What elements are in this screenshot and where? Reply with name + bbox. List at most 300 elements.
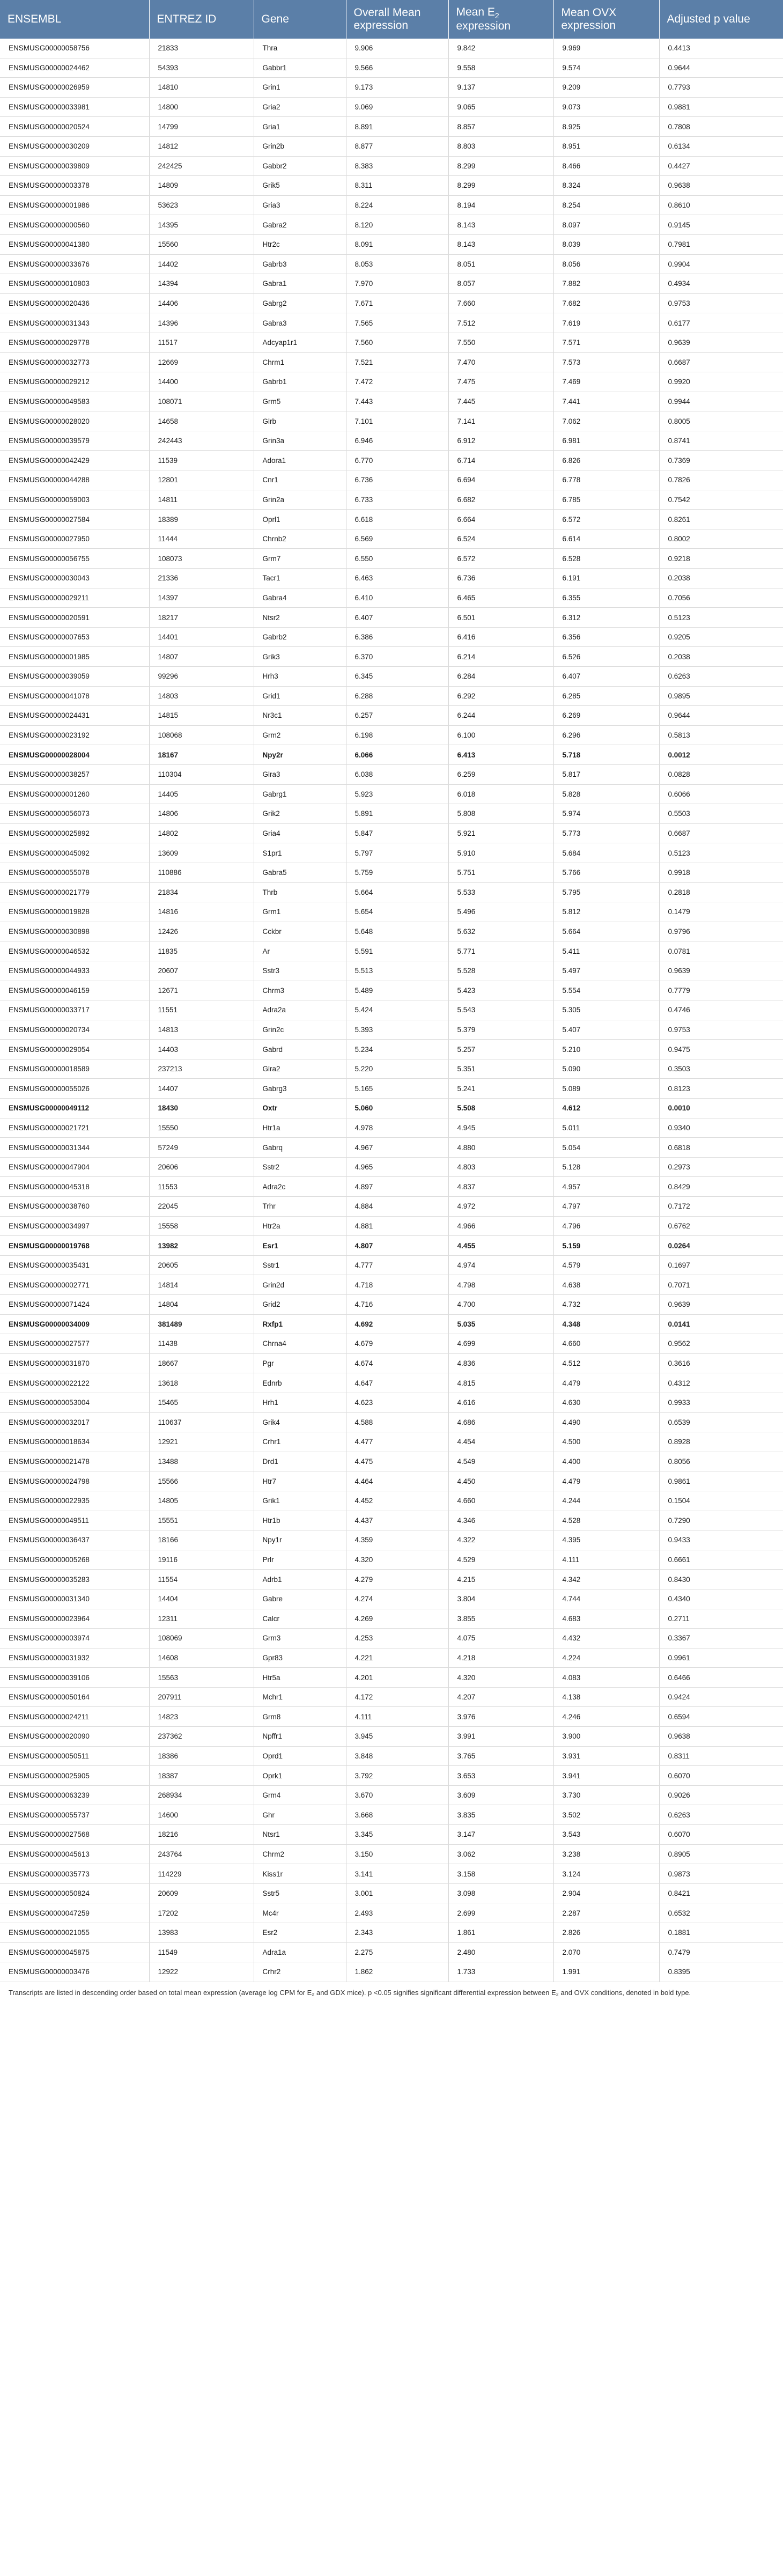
- table-row: [0, 234, 783, 254]
- cell-adjusted-p: 0.5123: [659, 608, 783, 628]
- cell-mean-ovx: 4.342: [553, 1570, 659, 1589]
- cell-gene: Grik2: [254, 804, 346, 824]
- cell-entrez-id: 114229: [149, 1864, 254, 1884]
- cell-mean-e2: 4.215: [448, 1570, 553, 1589]
- cell-overall-mean: 2.343: [346, 1923, 448, 1943]
- cell-adjusted-p: 0.7479: [659, 1942, 783, 1962]
- cell-mean-ovx: 5.128: [553, 1157, 659, 1177]
- cell-ensembl: ENSMUSG00000029211: [0, 588, 149, 608]
- cell-adjusted-p: 0.8261: [659, 510, 783, 529]
- cell-entrez-id: 14401: [149, 627, 254, 647]
- cell-adjusted-p: 0.9639: [659, 333, 783, 352]
- cell-gene: Pgr: [254, 1353, 346, 1373]
- cell-gene: Crhr2: [254, 1962, 346, 1982]
- cell-adjusted-p: 0.9904: [659, 254, 783, 274]
- cell-mean-ovx: 4.479: [553, 1471, 659, 1491]
- cell-gene: Htr1b: [254, 1511, 346, 1530]
- cell-ensembl: ENSMUSG00000028004: [0, 745, 149, 765]
- cell-ensembl: ENSMUSG00000055737: [0, 1805, 149, 1825]
- cell-entrez-id: 15465: [149, 1393, 254, 1412]
- cell-gene: Adra2a: [254, 1000, 346, 1020]
- table-row: [0, 823, 783, 843]
- table-row: [0, 1216, 783, 1236]
- cell-mean-e2: 7.445: [448, 392, 553, 411]
- cell-entrez-id: 110637: [149, 1412, 254, 1432]
- cell-entrez-id: 11554: [149, 1570, 254, 1589]
- cell-entrez-id: 14608: [149, 1648, 254, 1668]
- cell-entrez-id: 14406: [149, 293, 254, 313]
- cell-adjusted-p: 0.4934: [659, 274, 783, 294]
- cell-mean-e2: 5.533: [448, 882, 553, 902]
- cell-adjusted-p: 0.9644: [659, 58, 783, 78]
- cell-gene: Esr2: [254, 1923, 346, 1943]
- cell-ensembl: ENSMUSG00000026959: [0, 78, 149, 98]
- cell-mean-e2: 5.910: [448, 843, 553, 863]
- table-row: [0, 1746, 783, 1766]
- cell-overall-mean: 5.424: [346, 1000, 448, 1020]
- cell-adjusted-p: 0.9433: [659, 1530, 783, 1550]
- cell-entrez-id: 18387: [149, 1766, 254, 1786]
- cell-entrez-id: 108071: [149, 392, 254, 411]
- cell-overall-mean: 8.891: [346, 117, 448, 137]
- cell-adjusted-p: 0.6263: [659, 667, 783, 687]
- cell-overall-mean: 6.386: [346, 627, 448, 647]
- table-row: [0, 667, 783, 687]
- cell-gene: Gabrg1: [254, 784, 346, 804]
- cell-ensembl: ENSMUSG00000031932: [0, 1648, 149, 1668]
- cell-gene: Grik5: [254, 176, 346, 196]
- cell-adjusted-p: 0.8610: [659, 195, 783, 215]
- cell-mean-ovx: 7.062: [553, 411, 659, 431]
- cell-mean-ovx: 4.224: [553, 1648, 659, 1668]
- cell-mean-ovx: 4.395: [553, 1530, 659, 1550]
- cell-overall-mean: 4.807: [346, 1236, 448, 1256]
- cell-ensembl: ENSMUSG00000039579: [0, 431, 149, 451]
- table-row: [0, 97, 783, 117]
- cell-mean-e2: 6.214: [448, 647, 553, 667]
- cell-overall-mean: 4.777: [346, 1255, 448, 1275]
- table-row: [0, 961, 783, 981]
- cell-entrez-id: 14405: [149, 784, 254, 804]
- cell-gene: Oprd1: [254, 1746, 346, 1766]
- cell-overall-mean: 6.569: [346, 529, 448, 549]
- cell-ensembl: ENSMUSG00000038760: [0, 1197, 149, 1217]
- cell-mean-ovx: 5.305: [553, 1000, 659, 1020]
- cell-mean-e2: 8.143: [448, 234, 553, 254]
- cell-mean-e2: 7.512: [448, 313, 553, 333]
- cell-gene: Grik4: [254, 1412, 346, 1432]
- cell-overall-mean: 4.967: [346, 1138, 448, 1158]
- table-row: [0, 686, 783, 706]
- cell-adjusted-p: 0.8056: [659, 1452, 783, 1471]
- cell-ensembl: ENSMUSG00000049583: [0, 392, 149, 411]
- cell-mean-e2: 4.815: [448, 1373, 553, 1393]
- table-row: [0, 39, 783, 58]
- cell-entrez-id: 242425: [149, 156, 254, 176]
- cell-overall-mean: 6.618: [346, 510, 448, 529]
- cell-entrez-id: 207911: [149, 1687, 254, 1707]
- cell-gene: Gabrd: [254, 1040, 346, 1059]
- cell-ensembl: ENSMUSG00000030043: [0, 569, 149, 588]
- cell-mean-e2: 3.765: [448, 1746, 553, 1766]
- cell-adjusted-p: 0.9861: [659, 1471, 783, 1491]
- cell-mean-ovx: 7.571: [553, 333, 659, 352]
- cell-mean-ovx: 4.500: [553, 1432, 659, 1452]
- cell-gene: Trhr: [254, 1197, 346, 1217]
- cell-overall-mean: 4.359: [346, 1530, 448, 1550]
- cell-mean-e2: 5.351: [448, 1059, 553, 1079]
- cell-mean-ovx: 3.124: [553, 1864, 659, 1884]
- table-row: [0, 764, 783, 784]
- cell-gene: Grm8: [254, 1707, 346, 1727]
- cell-mean-e2: 3.835: [448, 1805, 553, 1825]
- cell-mean-ovx: 4.083: [553, 1668, 659, 1688]
- cell-overall-mean: 6.770: [346, 451, 448, 470]
- cell-mean-e2: 5.808: [448, 804, 553, 824]
- cell-entrez-id: 11551: [149, 1000, 254, 1020]
- cell-mean-ovx: 5.159: [553, 1236, 659, 1256]
- cell-overall-mean: 5.513: [346, 961, 448, 981]
- cell-mean-ovx: 6.614: [553, 529, 659, 549]
- cell-entrez-id: 18166: [149, 1530, 254, 1550]
- cell-mean-ovx: 4.638: [553, 1275, 659, 1295]
- cell-mean-e2: 6.413: [448, 745, 553, 765]
- cell-mean-e2: 8.857: [448, 117, 553, 137]
- cell-entrez-id: 20609: [149, 1883, 254, 1903]
- cell-mean-e2: 4.549: [448, 1452, 553, 1471]
- cell-entrez-id: 14800: [149, 97, 254, 117]
- cell-entrez-id: 18430: [149, 1099, 254, 1118]
- cell-entrez-id: 14812: [149, 136, 254, 156]
- cell-mean-ovx: 6.355: [553, 588, 659, 608]
- cell-mean-ovx: 4.111: [553, 1550, 659, 1570]
- cell-ensembl: ENSMUSG00000001985: [0, 647, 149, 667]
- cell-entrez-id: 14805: [149, 1491, 254, 1511]
- cell-gene: Htr2a: [254, 1216, 346, 1236]
- cell-overall-mean: 6.198: [346, 725, 448, 745]
- cell-ensembl: ENSMUSG00000055026: [0, 1079, 149, 1099]
- table-row: [0, 784, 783, 804]
- cell-adjusted-p: 0.4312: [659, 1373, 783, 1393]
- cell-ensembl: ENSMUSG00000047259: [0, 1903, 149, 1923]
- cell-mean-ovx: 6.778: [553, 470, 659, 490]
- cell-adjusted-p: 0.6070: [659, 1825, 783, 1845]
- cell-mean-e2: 3.609: [448, 1785, 553, 1805]
- cell-mean-e2: 6.292: [448, 686, 553, 706]
- cell-entrez-id: 14395: [149, 215, 254, 235]
- cell-mean-e2: 6.244: [448, 706, 553, 726]
- table-row: [0, 1491, 783, 1511]
- cell-entrez-id: 99296: [149, 667, 254, 687]
- cell-overall-mean: 4.452: [346, 1491, 448, 1511]
- cell-overall-mean: 4.965: [346, 1157, 448, 1177]
- table-row: [0, 1511, 783, 1530]
- cell-ensembl: ENSMUSG00000031344: [0, 1138, 149, 1158]
- cell-ensembl: ENSMUSG00000025892: [0, 823, 149, 843]
- cell-mean-ovx: 5.407: [553, 1020, 659, 1040]
- cell-mean-e2: 4.660: [448, 1491, 553, 1511]
- table-row: [0, 1550, 783, 1570]
- table-row: [0, 1000, 783, 1020]
- cell-mean-e2: 2.480: [448, 1942, 553, 1962]
- cell-adjusted-p: 0.9753: [659, 1020, 783, 1040]
- table-row: [0, 392, 783, 411]
- cell-ensembl: ENSMUSG00000021055: [0, 1923, 149, 1943]
- cell-mean-e2: 6.465: [448, 588, 553, 608]
- cell-entrez-id: 18386: [149, 1746, 254, 1766]
- table-row: [0, 1432, 783, 1452]
- cell-mean-e2: 6.524: [448, 529, 553, 549]
- table-row: [0, 1157, 783, 1177]
- cell-overall-mean: 3.668: [346, 1805, 448, 1825]
- cell-mean-e2: 6.694: [448, 470, 553, 490]
- cell-entrez-id: 108068: [149, 725, 254, 745]
- cell-gene: Sstr2: [254, 1157, 346, 1177]
- cell-entrez-id: 13488: [149, 1452, 254, 1471]
- cell-overall-mean: 7.443: [346, 392, 448, 411]
- cell-adjusted-p: 0.6532: [659, 1903, 783, 1923]
- cell-overall-mean: 9.069: [346, 97, 448, 117]
- cell-mean-ovx: 2.904: [553, 1883, 659, 1903]
- cell-mean-e2: 3.804: [448, 1589, 553, 1609]
- cell-ensembl: ENSMUSG00000034009: [0, 1314, 149, 1334]
- table-row: [0, 156, 783, 176]
- cell-gene: Htr2c: [254, 234, 346, 254]
- cell-ensembl: ENSMUSG00000042429: [0, 451, 149, 470]
- cell-mean-ovx: 2.070: [553, 1942, 659, 1962]
- cell-mean-e2: 8.299: [448, 156, 553, 176]
- cell-mean-ovx: 4.244: [553, 1491, 659, 1511]
- cell-gene: Chrnb2: [254, 529, 346, 549]
- cell-ensembl: ENSMUSG00000031343: [0, 313, 149, 333]
- cell-gene: Ar: [254, 941, 346, 961]
- cell-mean-e2: 7.141: [448, 411, 553, 431]
- cell-overall-mean: 4.716: [346, 1295, 448, 1315]
- cell-adjusted-p: 0.2818: [659, 882, 783, 902]
- cell-mean-e2: 4.803: [448, 1157, 553, 1177]
- cell-ensembl: ENSMUSG00000000560: [0, 215, 149, 235]
- cell-entrez-id: 18216: [149, 1825, 254, 1845]
- table-row: [0, 549, 783, 569]
- table-row: [0, 1471, 783, 1491]
- cell-mean-e2: 5.543: [448, 1000, 553, 1020]
- cell-entrez-id: 14403: [149, 1040, 254, 1059]
- cell-ensembl: ENSMUSG00000023964: [0, 1609, 149, 1629]
- cell-mean-ovx: 4.512: [553, 1353, 659, 1373]
- header-mean-e2-suffix: expression: [456, 20, 511, 33]
- cell-overall-mean: 4.588: [346, 1412, 448, 1432]
- cell-gene: Npy2r: [254, 745, 346, 765]
- table-row: [0, 1766, 783, 1786]
- cell-adjusted-p: 0.4340: [659, 1589, 783, 1609]
- cell-ensembl: ENSMUSG00000024798: [0, 1471, 149, 1491]
- cell-adjusted-p: 0.9026: [659, 1785, 783, 1805]
- header-adjusted-p: Adjusted p value: [659, 0, 783, 39]
- cell-ensembl: ENSMUSG00000020524: [0, 117, 149, 137]
- cell-overall-mean: 4.274: [346, 1589, 448, 1609]
- cell-gene: Gabrb2: [254, 627, 346, 647]
- cell-adjusted-p: 0.2711: [659, 1609, 783, 1629]
- cell-ensembl: ENSMUSG00000027577: [0, 1334, 149, 1354]
- cell-adjusted-p: 0.7071: [659, 1275, 783, 1295]
- cell-overall-mean: 6.410: [346, 588, 448, 608]
- cell-entrez-id: 21336: [149, 569, 254, 588]
- table-row: [0, 843, 783, 863]
- cell-gene: Grin2b: [254, 136, 346, 156]
- cell-entrez-id: 14809: [149, 176, 254, 196]
- cell-ensembl: ENSMUSG00000055078: [0, 863, 149, 882]
- cell-ensembl: ENSMUSG00000046159: [0, 981, 149, 1000]
- cell-gene: Grik3: [254, 647, 346, 667]
- cell-adjusted-p: 0.6263: [659, 1805, 783, 1825]
- cell-overall-mean: 3.945: [346, 1727, 448, 1747]
- cell-overall-mean: 7.671: [346, 293, 448, 313]
- cell-mean-e2: 4.798: [448, 1275, 553, 1295]
- cell-adjusted-p: 0.8741: [659, 431, 783, 451]
- cell-ensembl: ENSMUSG00000050824: [0, 1883, 149, 1903]
- cell-mean-ovx: 7.441: [553, 392, 659, 411]
- cell-ensembl: ENSMUSG00000029212: [0, 372, 149, 392]
- cell-ensembl: ENSMUSG00000021721: [0, 1118, 149, 1138]
- cell-entrez-id: 14600: [149, 1805, 254, 1825]
- cell-mean-e2: 4.686: [448, 1412, 553, 1432]
- cell-gene: Prlr: [254, 1550, 346, 1570]
- cell-mean-e2: 5.528: [448, 961, 553, 981]
- cell-overall-mean: 7.472: [346, 372, 448, 392]
- table-row: [0, 58, 783, 78]
- cell-overall-mean: 4.647: [346, 1373, 448, 1393]
- cell-entrez-id: 237213: [149, 1059, 254, 1079]
- cell-entrez-id: 12921: [149, 1432, 254, 1452]
- cell-adjusted-p: 0.8311: [659, 1746, 783, 1766]
- cell-ensembl: ENSMUSG00000045875: [0, 1942, 149, 1962]
- cell-overall-mean: 5.664: [346, 882, 448, 902]
- cell-mean-ovx: 7.469: [553, 372, 659, 392]
- cell-mean-ovx: 6.356: [553, 627, 659, 647]
- cell-overall-mean: 6.038: [346, 764, 448, 784]
- cell-gene: Htr5a: [254, 1668, 346, 1688]
- cell-overall-mean: 4.978: [346, 1118, 448, 1138]
- cell-gene: Htr1a: [254, 1118, 346, 1138]
- cell-entrez-id: 11549: [149, 1942, 254, 1962]
- cell-adjusted-p: 0.9873: [659, 1864, 783, 1884]
- cell-gene: Gabre: [254, 1589, 346, 1609]
- cell-mean-e2: 7.550: [448, 333, 553, 352]
- cell-ensembl: ENSMUSG00000005268: [0, 1550, 149, 1570]
- cell-gene: Adcyap1r1: [254, 333, 346, 352]
- cell-adjusted-p: 0.8421: [659, 1883, 783, 1903]
- cell-gene: Gria4: [254, 823, 346, 843]
- cell-adjusted-p: 0.9638: [659, 176, 783, 196]
- cell-mean-e2: 1.861: [448, 1923, 553, 1943]
- cell-mean-e2: 8.143: [448, 215, 553, 235]
- cell-overall-mean: 4.221: [346, 1648, 448, 1668]
- cell-adjusted-p: 0.1881: [659, 1923, 783, 1943]
- cell-overall-mean: 4.897: [346, 1177, 448, 1197]
- cell-mean-ovx: 5.684: [553, 843, 659, 863]
- cell-adjusted-p: 0.6134: [659, 136, 783, 156]
- cell-adjusted-p: 0.8123: [659, 1079, 783, 1099]
- cell-adjusted-p: 0.4746: [659, 1000, 783, 1020]
- cell-adjusted-p: 0.5503: [659, 804, 783, 824]
- cell-adjusted-p: 0.8005: [659, 411, 783, 431]
- cell-entrez-id: 14823: [149, 1707, 254, 1727]
- cell-mean-ovx: 4.797: [553, 1197, 659, 1217]
- table-footnote: Transcripts are listed in descending order based on total mean expression (average log CPM for E₂ and GDX mice). p <0.05 signifies significant differential expression between E₂ and OVX conditions, denoted in bold type.: [9, 1988, 691, 1997]
- cell-mean-e2: 5.921: [448, 823, 553, 843]
- table-row: [0, 1530, 783, 1550]
- cell-mean-e2: 6.736: [448, 569, 553, 588]
- cell-ensembl: ENSMUSG00000049511: [0, 1511, 149, 1530]
- cell-ensembl: ENSMUSG00000001986: [0, 195, 149, 215]
- cell-overall-mean: 8.311: [346, 176, 448, 196]
- cell-mean-ovx: 7.882: [553, 274, 659, 294]
- table-row: [0, 882, 783, 902]
- table-row: [0, 293, 783, 313]
- cell-overall-mean: 6.407: [346, 608, 448, 628]
- cell-mean-e2: 3.098: [448, 1883, 553, 1903]
- cell-mean-e2: 6.259: [448, 764, 553, 784]
- cell-entrez-id: 14799: [149, 117, 254, 137]
- cell-adjusted-p: 0.8430: [659, 1570, 783, 1589]
- cell-mean-e2: 5.508: [448, 1099, 553, 1118]
- cell-gene: Sstr5: [254, 1883, 346, 1903]
- header-mean-ovx: Mean OVX expression: [553, 0, 659, 39]
- cell-adjusted-p: 0.9562: [659, 1334, 783, 1354]
- cell-gene: Gria2: [254, 97, 346, 117]
- cell-overall-mean: 4.269: [346, 1609, 448, 1629]
- cell-mean-ovx: 6.269: [553, 706, 659, 726]
- cell-adjusted-p: 0.9340: [659, 1118, 783, 1138]
- cell-mean-e2: 1.733: [448, 1962, 553, 1982]
- cell-adjusted-p: 0.7826: [659, 470, 783, 490]
- cell-gene: Grm3: [254, 1629, 346, 1648]
- cell-overall-mean: 4.623: [346, 1393, 448, 1412]
- cell-adjusted-p: 0.9475: [659, 1040, 783, 1059]
- cell-mean-e2: 9.065: [448, 97, 553, 117]
- cell-adjusted-p: 0.8928: [659, 1432, 783, 1452]
- cell-entrez-id: 14813: [149, 1020, 254, 1040]
- cell-adjusted-p: 0.4427: [659, 156, 783, 176]
- cell-ensembl: ENSMUSG00000032773: [0, 352, 149, 372]
- cell-gene: Grid2: [254, 1295, 346, 1315]
- cell-gene: Chrna4: [254, 1334, 346, 1354]
- cell-ensembl: ENSMUSG00000041380: [0, 234, 149, 254]
- table-row: [0, 804, 783, 824]
- cell-ensembl: ENSMUSG00000044933: [0, 961, 149, 981]
- table-body: [0, 39, 783, 1982]
- cell-entrez-id: 54393: [149, 58, 254, 78]
- cell-overall-mean: 8.877: [346, 136, 448, 156]
- cell-overall-mean: 5.797: [346, 843, 448, 863]
- cell-mean-ovx: 2.826: [553, 1923, 659, 1943]
- cell-adjusted-p: 0.7793: [659, 78, 783, 98]
- table-row: [0, 470, 783, 490]
- cell-ensembl: ENSMUSG00000022122: [0, 1373, 149, 1393]
- cell-ensembl: ENSMUSG00000039106: [0, 1668, 149, 1688]
- cell-adjusted-p: 0.7369: [659, 451, 783, 470]
- table-row: [0, 1923, 783, 1943]
- cell-mean-ovx: 4.579: [553, 1255, 659, 1275]
- cell-mean-e2: 4.837: [448, 1177, 553, 1197]
- cell-overall-mean: 5.220: [346, 1059, 448, 1079]
- table-row: [0, 1962, 783, 1982]
- cell-entrez-id: 17202: [149, 1903, 254, 1923]
- cell-mean-e2: 5.771: [448, 941, 553, 961]
- table-row: [0, 136, 783, 156]
- cell-gene: Sstr1: [254, 1255, 346, 1275]
- cell-entrez-id: 12426: [149, 922, 254, 941]
